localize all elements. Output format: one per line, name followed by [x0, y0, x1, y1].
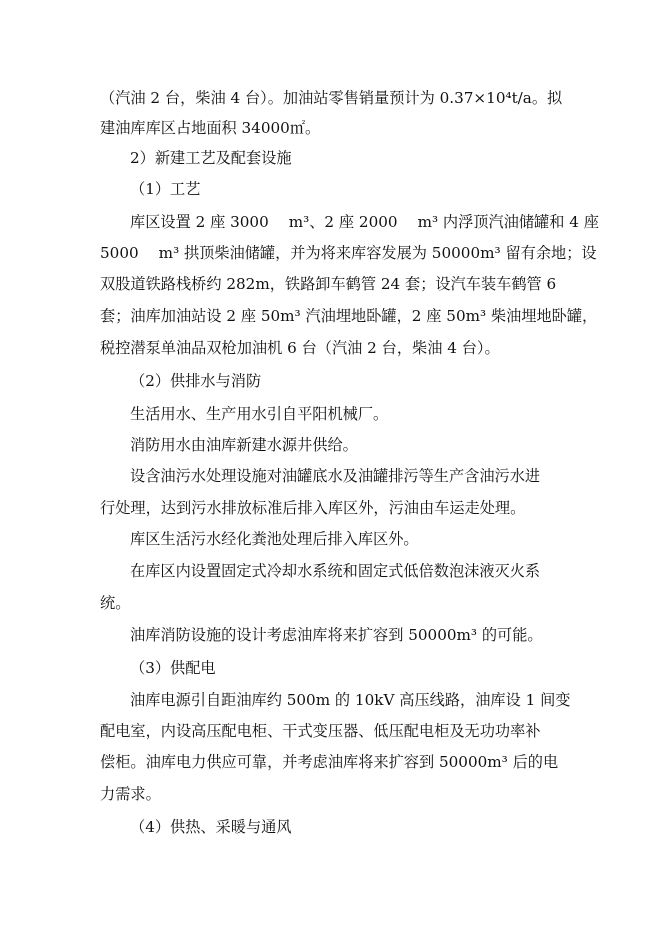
body-text-line: 库区生活污水经化粪池处理后排入库区外。 [130, 530, 419, 548]
subsection-heading: （2）供排水与消防 [130, 372, 262, 390]
body-text-line: 设含油污水处理设施对油罐底水及油罐排污等生产含油污水进 [130, 467, 541, 485]
subsection-heading: （1）工艺 [130, 180, 201, 198]
section-heading: 2）新建工艺及配套设施 [130, 149, 292, 167]
body-text-line: 在库区内设置固定式冷却水系统和固定式低倍数泡沫液灭火系 [130, 562, 541, 580]
body-text-line: 税控潜泵单油品双枪加油机 6 台（汽油 2 台，柴油 4 台）。 [100, 339, 500, 357]
body-text-line: 偿柜。油库电力供应可靠，并考虑油库将来扩容到 50000m³ 后的电 [100, 753, 559, 771]
body-text-line: 双股道铁路栈桥约 282m，铁路卸车鹤管 24 套；设汽车装车鹤管 6 [100, 275, 557, 293]
body-text-line: 5000 m³ 拱顶柴油储罐，并为将来库容发展为 50000m³ 留有余地；设 [100, 244, 597, 262]
body-text-line: 统。 [100, 594, 131, 612]
body-text-line: 消防用水由油库新建水源井供给。 [130, 436, 358, 454]
body-text-line: 行处理，达到污水排放标准后排入库区外，污油由车运走处理。 [100, 499, 526, 517]
body-text-line: 建油库库区占地面积 34000㎡。 [100, 119, 321, 137]
body-text-line: 油库电源引自距油库约 500m 的 10kV 高压线路，油库设 1 间变 [130, 691, 571, 709]
body-text-line: 力需求。 [100, 785, 161, 803]
body-text-line: 油库消防设施的设计考虑油库将来扩容到 50000m³ 的可能。 [130, 626, 543, 644]
body-text-line: 配电室，内设高压配电柜、干式变压器、低压配电柜及无功功率补 [100, 722, 541, 740]
subsection-heading: （4）供热、采暖与通风 [130, 818, 292, 836]
subsection-heading: （3）供配电 [130, 659, 216, 677]
body-text-line: （汽油 2 台，柴油 4 台）。加油站零售销量预计为 0.37×10⁴t/a。拟 [100, 89, 563, 107]
body-text-line: 套；油库加油站设 2 座 50m³ 汽油埋地卧罐，2 座 50m³ 柴油埋地卧罐， [100, 307, 598, 325]
body-text-line: 库区设置 2 座 3000 m³、2 座 2000 m³ 内浮顶汽油储罐和 4 座 [130, 213, 599, 231]
body-text-line: 生活用水、生产用水引自平阳机械厂。 [130, 405, 389, 423]
